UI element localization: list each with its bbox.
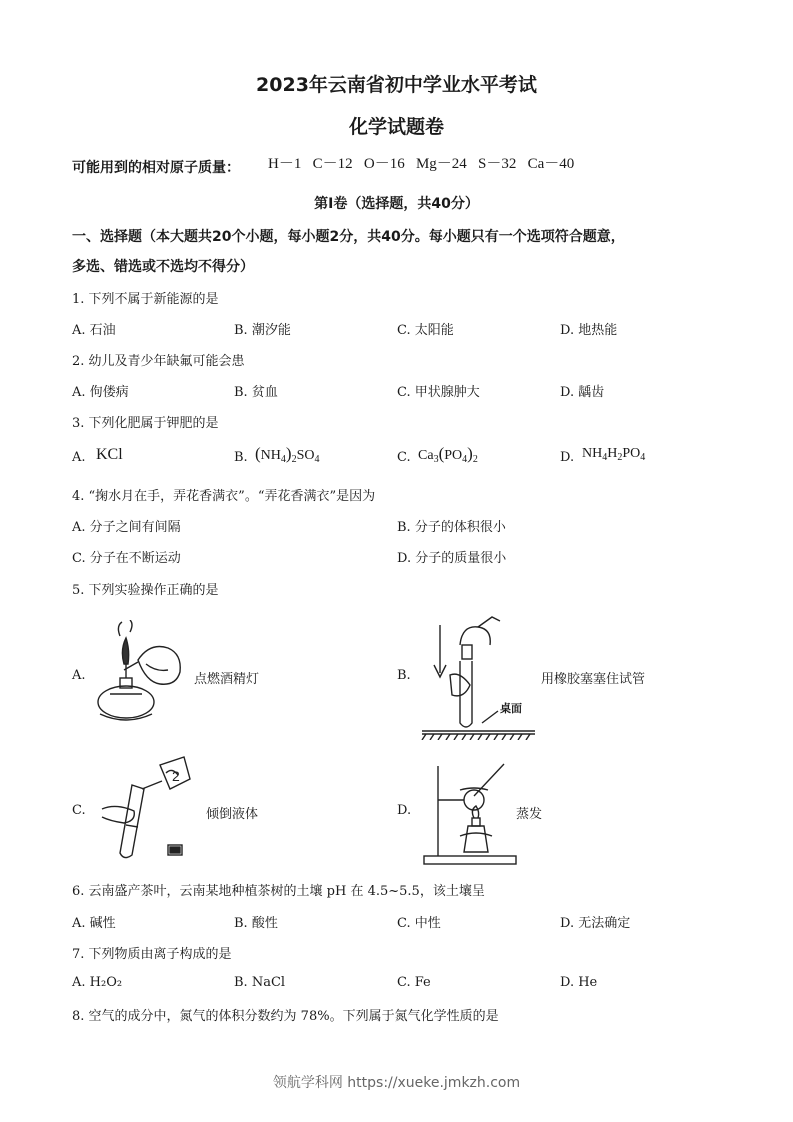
question-5-option-a-letter: A.: [72, 668, 86, 683]
atomic-mass-o: O－16: [363, 156, 405, 172]
question-1-option-d: D. 地热能: [560, 323, 618, 338]
pouring-liquid-figure: [98, 755, 198, 865]
evaporation-figure: [420, 760, 520, 866]
question-7-option-c: C. Fe: [397, 975, 431, 990]
question-3-formula-ammonium-dihydrogen-phosphate: $NH_4H_2PO_4$: [582, 446, 646, 463]
question-3-formula-ammonium-sulfate: $(NH_4)_2SO_4$: [255, 444, 320, 465]
question-2-option-d: D. 龋齿: [560, 385, 605, 400]
atomic-mass-list: [268, 152, 574, 173]
svg-text:2: 2: [172, 768, 180, 784]
question-2-option-a: A. 佝偻病: [72, 385, 129, 400]
question-1-option-c: C. 太阳能: [397, 323, 454, 338]
question-1-stem: 1. 下列不属于新能源的是: [72, 292, 219, 307]
question-1-option-a: A. 石油: [72, 323, 116, 338]
question-5-caption-d: 蒸发: [516, 807, 543, 822]
question-2-option-c: C. 甲状腺肿大: [397, 385, 480, 400]
question-5-caption-c: 倾倒液体: [206, 807, 259, 822]
question-5-option-c-letter: C.: [72, 803, 86, 818]
footer-watermark: 领航学科网 https://xueke.jmkzh.com: [272, 1075, 521, 1091]
question-6-stem: 6. 云南盛产茶叶，云南某地种植茶树的土壤 pH 在 4.5~5.5，该土壤呈: [72, 884, 485, 899]
question-2-stem: 2. 幼儿及青少年缺氟可能会患: [72, 354, 245, 369]
question-6-option-a: A. 碱性: [72, 916, 116, 931]
question-5-caption-a: 点燃酒精灯: [194, 672, 260, 687]
question-3-option-a-letter: A.: [72, 450, 86, 465]
atomic-mass-mg: Mg－24: [415, 156, 467, 172]
question-1-option-b: B. 潮汐能: [234, 323, 291, 338]
question-7-stem: 7. 下列物质由离子构成的是: [72, 947, 232, 962]
question-7-option-b: B. NaCl: [234, 975, 286, 990]
atomic-mass-h: H－1: [268, 156, 302, 172]
atomic-mass-s: S－32: [478, 156, 517, 172]
question-5-option-b-letter: B.: [397, 668, 411, 683]
question-4-option-c: C. 分子在不断运动: [72, 551, 181, 566]
question-8-stem: 8. 空气的成分中，氮气的体积分数约为 78%。下列属于氮气化学性质的是: [72, 1009, 499, 1024]
section-heading-line1: 一、选择题（本大题共20个小题，每小题2分，共40分。每小题只有一个选项符合题意，: [72, 229, 625, 245]
question-6-option-d: D. 无法确定: [560, 916, 631, 931]
question-4-option-b: B. 分子的体积很小: [397, 520, 506, 535]
atomic-mass-label: 可能用到的相对原子质量：: [72, 160, 240, 176]
question-3-option-c-letter: C.: [397, 450, 411, 465]
question-4-option-a: A. 分子之间有间隔: [72, 520, 181, 535]
question-6-option-b: B. 酸性: [234, 916, 278, 931]
question-4-stem: 4. “掬水月在手，弄花香满衣”。“弄花香满衣”是因为: [72, 489, 376, 504]
question-5-caption-b: 用橡胶塞塞住试管: [541, 672, 646, 687]
question-3-formula-calcium-phosphate: $Ca_3(PO_4)_2$: [418, 444, 478, 465]
question-7-option-a: A. H₂O₂: [72, 975, 123, 990]
atomic-mass-c: C－12: [312, 156, 353, 172]
table-surface-label: 桌面: [500, 702, 522, 715]
question-3-formula-kcl: KCl: [96, 446, 123, 463]
exam-title: 2023年云南省初中学业水平考试: [256, 74, 537, 96]
part-heading: 第Ⅰ卷（选择题，共40分）: [314, 196, 479, 212]
question-7-option-d: D. He: [560, 975, 598, 990]
section-heading-line2: 多选、错选或不选均不得分）: [72, 259, 254, 275]
question-3-stem: 3. 下列化肥属于钾肥的是: [72, 416, 219, 431]
test-tube-stopper-figure: [420, 615, 540, 740]
question-3-option-b-letter: B.: [234, 450, 248, 465]
question-2-option-b: B. 贫血: [234, 385, 278, 400]
question-5-option-d-letter: D.: [397, 803, 412, 818]
question-4-option-d: D. 分子的质量很小: [397, 551, 507, 566]
question-3-option-d-letter: D.: [560, 450, 575, 465]
question-6-option-c: C. 中性: [397, 916, 441, 931]
question-5-stem: 5. 下列实验操作正确的是: [72, 583, 219, 598]
exam-subtitle: 化学试题卷: [348, 116, 444, 138]
atomic-mass-ca: Ca－40: [527, 156, 575, 172]
alcohol-lamp-lighting-figure: [90, 620, 190, 730]
